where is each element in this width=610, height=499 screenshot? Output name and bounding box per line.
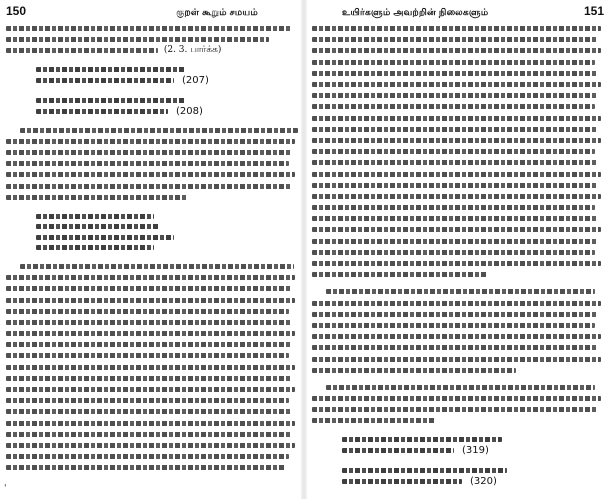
text-line-ink	[326, 385, 595, 390]
text-line	[6, 125, 298, 136]
text-line-ink	[312, 250, 595, 255]
text-line	[6, 429, 298, 440]
text-line	[6, 136, 298, 147]
paragraph-gap	[6, 88, 298, 94]
couplet-line	[36, 75, 298, 86]
text-line-ink	[6, 342, 292, 347]
right-page-number: 151	[583, 4, 604, 18]
text-line-ink	[312, 312, 598, 317]
left-running-head: குறள் கூறும் சமயம்	[176, 7, 258, 17]
couplet-line-ink	[36, 224, 160, 229]
text-line-ink	[312, 357, 601, 362]
text-line-ink	[6, 387, 295, 392]
left-body-text	[6, 23, 298, 473]
text-line	[6, 384, 298, 395]
text-line	[6, 362, 298, 373]
couplet-line	[342, 435, 604, 446]
text-line	[6, 23, 298, 34]
text-line-ink	[6, 331, 295, 336]
cross-reference: (2. 3. பார்க்க)	[163, 45, 222, 56]
couplet-line-ink	[36, 67, 186, 72]
text-line	[312, 353, 604, 364]
text-line-ink	[326, 289, 595, 294]
text-line	[6, 283, 298, 294]
text-line	[312, 365, 604, 376]
couplet-line-ink	[342, 448, 454, 453]
text-line-ink	[312, 272, 487, 277]
text-line	[312, 320, 604, 331]
couplet-line	[36, 242, 298, 253]
couplet-line	[36, 65, 298, 76]
couplet-line	[36, 106, 298, 117]
text-line	[312, 146, 604, 157]
text-line-ink	[6, 37, 269, 42]
text-line	[6, 395, 298, 406]
text-line	[6, 350, 298, 361]
text-line-ink	[312, 48, 601, 53]
paragraph-gap	[312, 427, 604, 433]
text-line-ink	[6, 172, 295, 177]
text-line	[6, 306, 298, 317]
left-page-number: 150	[6, 4, 27, 18]
couplet-line	[36, 211, 298, 222]
text-line	[312, 382, 604, 393]
paragraph-gap	[6, 57, 298, 63]
paragraph-gap	[6, 203, 298, 209]
text-line-ink	[312, 149, 595, 154]
text-line-ink	[312, 261, 601, 266]
text-line	[6, 328, 298, 339]
text-line	[6, 261, 298, 272]
text-line-ink	[312, 345, 598, 350]
text-line-ink	[312, 127, 598, 132]
text-line	[312, 34, 604, 45]
paragraph-gap	[312, 458, 604, 464]
text-line-ink	[6, 184, 292, 189]
couplet-line	[342, 466, 604, 477]
text-line-ink	[6, 320, 292, 325]
text-line-ink	[6, 150, 292, 155]
couplet-line-ink	[36, 235, 174, 240]
text-line-ink	[6, 398, 289, 403]
text-line-ink	[6, 48, 158, 53]
text-line-ink	[312, 194, 601, 199]
couplet	[342, 435, 604, 456]
text-line	[312, 393, 604, 404]
text-line	[312, 191, 604, 202]
text-line	[6, 462, 298, 473]
couplet	[36, 65, 298, 86]
text-line	[312, 23, 604, 34]
text-line-ink	[312, 396, 601, 401]
text-line-ink	[6, 421, 295, 426]
text-line-ink	[312, 160, 598, 165]
text-line-ink	[6, 443, 295, 448]
text-line	[6, 34, 298, 45]
couplet	[36, 211, 298, 253]
couplet-line-ink	[36, 245, 154, 250]
text-line	[312, 404, 604, 415]
couplet-line	[36, 96, 298, 107]
text-line	[312, 79, 604, 90]
text-line	[312, 286, 604, 297]
text-line-ink	[6, 286, 292, 291]
text-line	[312, 331, 604, 342]
text-line-ink	[6, 409, 292, 414]
text-line-ink	[312, 183, 598, 188]
text-line-ink	[312, 239, 598, 244]
text-line-ink	[6, 454, 289, 459]
text-line-ink	[312, 227, 601, 232]
text-line	[6, 181, 298, 192]
text-line-ink	[20, 264, 294, 269]
text-line-ink	[312, 82, 601, 87]
text-line-ink	[6, 195, 187, 200]
left-page	[0, 0, 300, 499]
text-line-ink	[312, 216, 598, 221]
couplet-line	[342, 476, 604, 487]
book-gutter	[301, 0, 307, 499]
text-line-ink	[6, 139, 295, 144]
right-page	[308, 0, 610, 499]
couplet-line	[36, 221, 298, 232]
text-line-ink	[6, 26, 292, 31]
text-line-ink	[312, 37, 598, 42]
left-page-header	[6, 4, 298, 20]
text-line	[6, 418, 298, 429]
text-line-ink	[312, 301, 601, 306]
text-line-ink	[6, 353, 289, 358]
text-line-ink	[312, 205, 595, 210]
text-line-ink	[20, 128, 298, 133]
text-line-ink	[6, 465, 286, 470]
couplet-number: (207)	[182, 74, 209, 86]
text-line	[6, 294, 298, 305]
text-line	[312, 168, 604, 179]
text-line-ink	[312, 172, 601, 177]
text-line	[6, 317, 298, 328]
text-line-ink	[6, 161, 289, 166]
right-running-head: உயிர்களும் அவற்றின் நிலைகளும்	[342, 7, 489, 17]
text-line-ink	[6, 309, 289, 314]
couplet-line-ink	[342, 468, 507, 473]
text-line-ink	[312, 368, 516, 373]
text-line-ink	[312, 26, 601, 31]
text-line	[312, 224, 604, 235]
margin-mark: '	[4, 484, 7, 494]
text-line-ink	[6, 376, 292, 381]
text-line-ink	[312, 334, 601, 339]
text-line	[312, 57, 604, 68]
text-line	[6, 45, 298, 56]
text-line-ink	[312, 407, 598, 412]
text-line	[312, 269, 604, 280]
couplet-number: (319)	[462, 444, 489, 456]
text-line	[312, 309, 604, 320]
text-line	[312, 202, 604, 213]
text-line	[312, 342, 604, 353]
couplet	[36, 96, 298, 117]
couplet-line-ink	[36, 78, 174, 83]
text-line	[312, 113, 604, 124]
text-line-ink	[6, 298, 295, 303]
text-line-ink	[312, 116, 601, 121]
couplet-line-ink	[36, 98, 186, 103]
text-line	[312, 124, 604, 135]
couplet-line	[342, 445, 604, 456]
text-line	[312, 157, 604, 168]
text-line	[312, 135, 604, 146]
text-line-ink	[6, 365, 295, 370]
text-line	[6, 440, 298, 451]
text-line-ink	[312, 138, 601, 143]
couplet-line-ink	[36, 214, 154, 219]
text-line	[6, 373, 298, 384]
text-line	[6, 406, 298, 417]
text-line-ink	[6, 275, 295, 280]
right-body-text	[312, 23, 604, 487]
couplet-line-ink	[342, 479, 462, 484]
couplet-line	[36, 232, 298, 243]
couplet-number: (320)	[470, 475, 497, 487]
text-line	[6, 451, 298, 462]
text-line	[6, 339, 298, 350]
text-line	[312, 45, 604, 56]
text-line	[6, 169, 298, 180]
text-line	[312, 415, 604, 426]
text-line	[312, 298, 604, 309]
text-line	[6, 272, 298, 283]
text-line-ink	[312, 71, 598, 76]
text-line	[312, 247, 604, 258]
text-line	[312, 90, 604, 101]
couplet-line-ink	[36, 109, 168, 114]
text-line-ink	[312, 60, 595, 65]
text-line	[6, 192, 298, 203]
couplet	[342, 466, 604, 487]
text-line	[312, 68, 604, 79]
text-line-ink	[6, 432, 292, 437]
text-line	[6, 158, 298, 169]
text-line	[312, 258, 604, 269]
text-line	[312, 213, 604, 224]
text-line-ink	[312, 104, 595, 109]
couplet-number: (208)	[176, 105, 203, 117]
right-page-header	[312, 4, 604, 20]
text-line-ink	[312, 418, 435, 423]
text-line	[6, 147, 298, 158]
text-line-ink	[312, 323, 595, 328]
text-line-ink	[312, 93, 598, 98]
text-line	[312, 101, 604, 112]
text-line	[312, 236, 604, 247]
couplet-line-ink	[342, 437, 502, 442]
text-line	[312, 180, 604, 191]
